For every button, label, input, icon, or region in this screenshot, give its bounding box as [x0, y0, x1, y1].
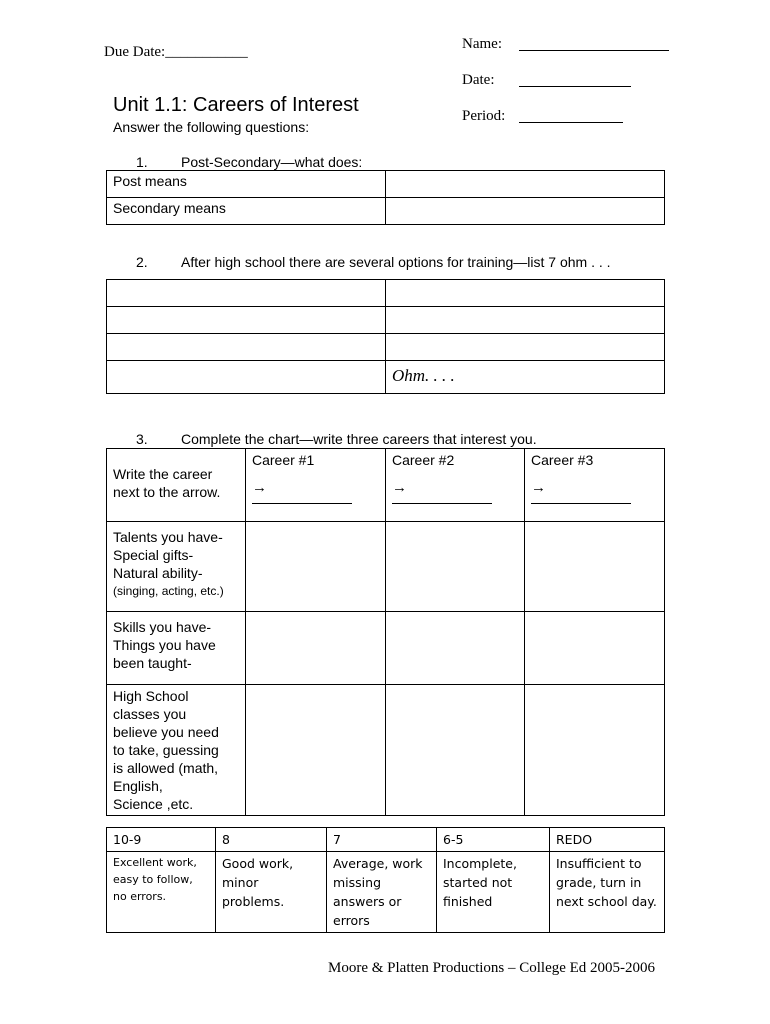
- column-header: Career #1: [252, 452, 315, 468]
- q2-answer-cell[interactable]: [107, 361, 386, 394]
- column-header: Career #2: [392, 452, 455, 468]
- q2-number: 2.: [136, 254, 148, 270]
- q3-prompt: Complete the chart—write three careers that interest you.: [181, 431, 537, 447]
- period-label: Period:: [462, 108, 506, 124]
- footer-credit: Moore & Platten Productions – College Ed 2005-2006: [328, 960, 656, 976]
- date-field[interactable]: [519, 86, 631, 87]
- q1-table: [106, 170, 665, 225]
- rubric-header: 6-5: [437, 828, 550, 852]
- name-label: Name:: [462, 36, 502, 52]
- q1-answer-cell[interactable]: [386, 171, 665, 198]
- q1-prompt: Post-Secondary—what does:: [181, 154, 363, 170]
- q2-answer-cell[interactable]: [386, 307, 665, 334]
- chart-answer-cell[interactable]: [525, 612, 665, 685]
- handwritten-note: Ohm. . . .: [392, 366, 455, 385]
- grading-rubric: [106, 827, 665, 933]
- chart-answer-cell[interactable]: [246, 522, 386, 612]
- rubric-description: Incomplete, started not finished: [437, 852, 550, 933]
- career-2-field[interactable]: [392, 503, 492, 504]
- chart-answer-cell[interactable]: [386, 522, 525, 612]
- chart-answer-cell[interactable]: [525, 685, 665, 816]
- page-subtitle: Answer the following questions:: [113, 119, 310, 135]
- rubric-description: Good work, minor problems.: [216, 852, 327, 933]
- q3-number: 3.: [136, 431, 148, 447]
- period-field[interactable]: [519, 122, 623, 123]
- chart-answer-cell[interactable]: [386, 685, 525, 816]
- due-date-field[interactable]: ___________: [165, 44, 248, 60]
- rubric-header: 10-9: [107, 828, 216, 852]
- rubric-header: REDO: [550, 828, 665, 852]
- career-2-cell[interactable]: [386, 449, 525, 522]
- chart-answer-cell[interactable]: [525, 522, 665, 612]
- talents-label: Talents you have- Special gifts- Natural ability-: [113, 529, 223, 581]
- rubric-header: 7: [327, 828, 437, 852]
- q2-table: [106, 279, 665, 394]
- rubric-description: Excellent work, easy to follow, no errors.: [107, 852, 216, 933]
- q1-row-label: Secondary means: [107, 198, 386, 225]
- arrow-icon: →: [392, 479, 407, 496]
- date-label: Date:: [462, 72, 495, 88]
- column-header: Career #3: [531, 452, 594, 468]
- q1-row-label: Post means: [107, 171, 386, 198]
- chart-row-label: Write the career next to the arrow.: [107, 449, 246, 522]
- q2-answer-cell[interactable]: [386, 334, 665, 361]
- q2-answer-cell[interactable]: [386, 361, 665, 394]
- arrow-icon: →: [252, 479, 267, 496]
- page-title: Unit 1.1: Careers of Interest: [113, 94, 359, 116]
- chart-answer-cell[interactable]: [246, 612, 386, 685]
- q2-prompt: After high school there are several options for training—list 7 ohm . . .: [181, 254, 611, 270]
- career-3-cell[interactable]: [525, 449, 665, 522]
- q1-number: 1.: [136, 154, 148, 170]
- talents-note: (singing, acting, etc.): [113, 584, 224, 598]
- q2-answer-cell[interactable]: [386, 280, 665, 307]
- career-3-field[interactable]: [531, 503, 631, 504]
- career-chart: [106, 448, 665, 816]
- chart-row-label: [107, 522, 246, 612]
- career-1-field[interactable]: [252, 503, 352, 504]
- arrow-icon: →: [531, 479, 546, 496]
- chart-row-label: High School classes you believe you need to take, guessing is allowed (math, English, Science ,etc.: [107, 685, 246, 816]
- career-1-cell[interactable]: [246, 449, 386, 522]
- q2-answer-cell[interactable]: [107, 334, 386, 361]
- chart-answer-cell[interactable]: [246, 685, 386, 816]
- name-field[interactable]: [519, 50, 669, 51]
- chart-answer-cell[interactable]: [386, 612, 525, 685]
- q2-answer-cell[interactable]: [107, 307, 386, 334]
- chart-row-label: Skills you have- Things you have been taught-: [107, 612, 246, 685]
- rubric-description: Insufficient to grade, turn in next school day.: [550, 852, 665, 933]
- rubric-description: Average, work missing answers or errors: [327, 852, 437, 933]
- q1-answer-cell[interactable]: [386, 198, 665, 225]
- due-date-label: Due Date:___________: [104, 44, 248, 60]
- q2-answer-cell[interactable]: [107, 280, 386, 307]
- rubric-header: 8: [216, 828, 327, 852]
